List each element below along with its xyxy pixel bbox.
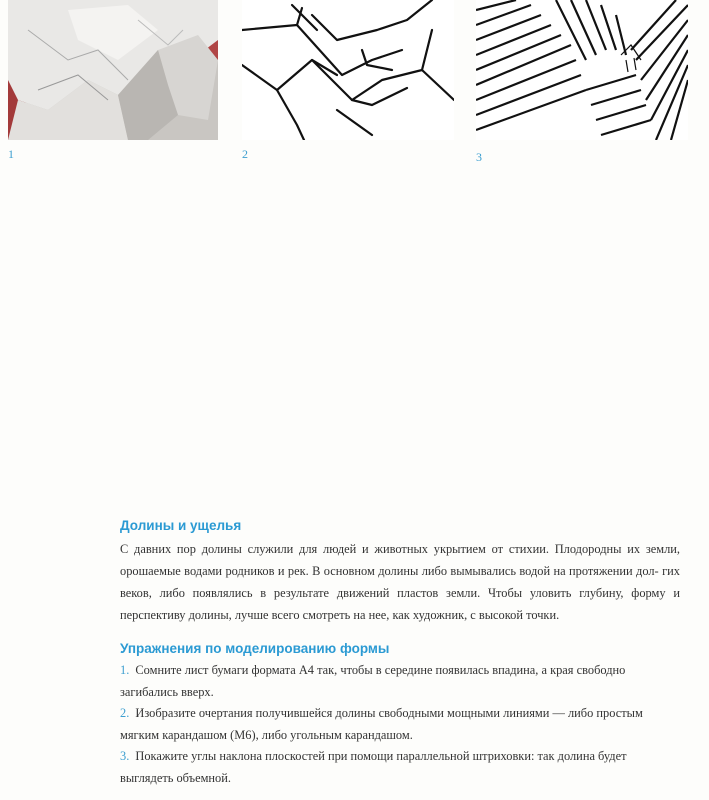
- exercise-steps-list: [120, 660, 680, 789]
- exercise-step: [120, 660, 680, 703]
- figure-3-number: 3: [476, 150, 482, 164]
- paragraph-line: С давних пор долины служили для людей и животных укрытием от стихии. Плодородны их земли,: [120, 542, 680, 556]
- section-title-valleys: Долины и ущелья: [120, 518, 242, 533]
- figure-1-number: 1: [8, 147, 14, 161]
- step-number: 3.: [120, 749, 130, 763]
- paragraph-line: гих веков, либо появлялись в результате движений пластов земли. Чтобы уловить глубину, форму: [120, 564, 680, 600]
- step-number: 1.: [120, 663, 130, 677]
- step-number: 2.: [120, 706, 130, 720]
- paragraph-line: и перспективу долины, лучше всего смотреть на нее, как художник, с высокой точки.: [120, 586, 680, 622]
- exercise-step: [120, 746, 680, 789]
- section-paragraph-valleys: [120, 538, 680, 626]
- figure-2-number: 2: [242, 147, 248, 161]
- figure-1-photo: [8, 0, 218, 140]
- figure-2-drawing: [242, 0, 454, 140]
- figure-3-hatching: [476, 0, 688, 140]
- paragraph-line: орошаемые водами родников и рек. В основном долины либо вымывались водой на протяжении дол-: [120, 564, 659, 578]
- section-title-exercises: Упражнения по моделированию формы: [120, 641, 390, 656]
- exercise-step: [120, 703, 680, 746]
- step-text: Сомните лист бумаги формата А4 так, чтобы в середине появилась впадина, а края свободно загибались вверх.: [120, 663, 626, 699]
- step-text: Покажите углы наклона плоскостей при помощи параллельной штриховки: так долина будет выглядеть объемной.: [120, 749, 627, 785]
- step-text: Изобразите очертания получившейся долины свободными мощными линиями — либо простым мягким карандашом (М6), либо угольным карандашом.: [120, 706, 643, 742]
